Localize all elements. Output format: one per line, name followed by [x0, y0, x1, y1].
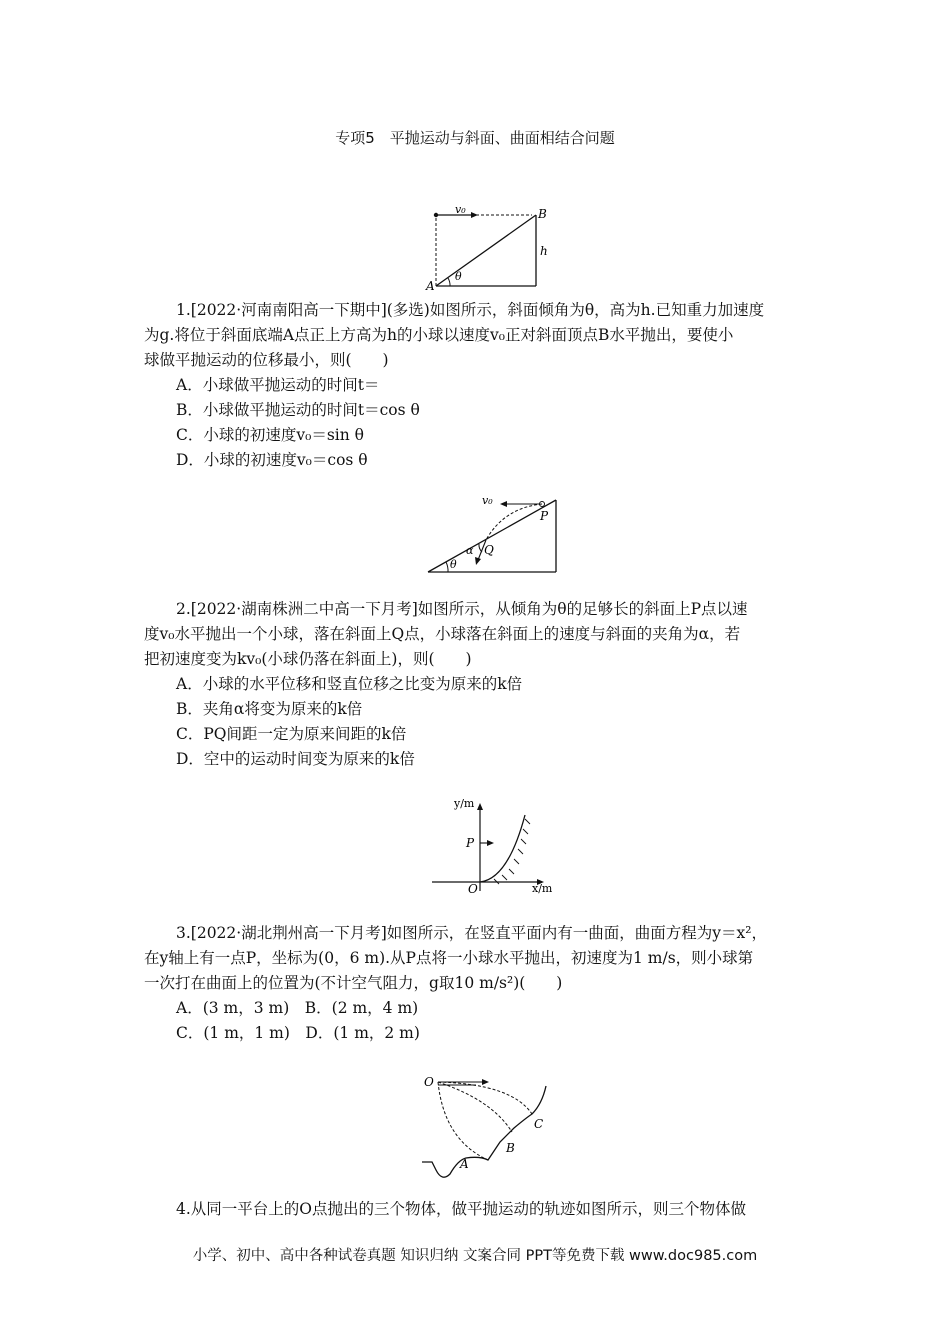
x-axis-label: x/m: [532, 882, 553, 895]
figure-1-incline: [420, 200, 560, 292]
point-P-label: P: [540, 509, 549, 523]
q1-option-c: C．小球的初速度v₀＝sin θ: [176, 426, 364, 444]
q2-option-c: C．PQ间距一定为原来间距的k倍: [176, 725, 407, 743]
alpha-label: α: [466, 544, 474, 557]
q3-stem-line3: 一次打在曲面上的位置为(不计空气阻力，g取10 m/s²)( ): [144, 974, 563, 992]
figure-4-trajectories: [422, 1070, 562, 1182]
q2-option-a: A．小球的水平位移和竖直位移之比变为原来的k倍: [176, 675, 523, 693]
q2-option-d: D．空中的运动时间变为原来的k倍: [176, 750, 415, 768]
h-label: h: [540, 244, 548, 258]
point-Q-label: Q: [484, 543, 494, 557]
q2-stem-line2: 度v₀水平抛出一个小球，落在斜面上Q点，小球落在斜面上的速度与斜面的夹角为α，若: [144, 625, 741, 643]
q1-option-a: A．小球做平抛运动的时间t＝: [176, 376, 380, 394]
figure-2-incline: [424, 494, 564, 578]
point-C-label: C: [534, 1117, 544, 1131]
theta-label: θ: [450, 558, 457, 571]
point-B-label: B: [506, 1141, 515, 1155]
figure-3-curve: [428, 795, 568, 895]
q3-options-row2: C．(1 m，1 m) D．(1 m，2 m): [176, 1024, 420, 1042]
q1-stem-line3: 球做平抛运动的位移最小，则( ): [144, 351, 389, 369]
point-A-label: A: [460, 1157, 469, 1171]
q2-stem-line1: 2.[2022·湖南株洲二中高一下月考]如图所示，从倾角为θ的足够长的斜面上P点以速: [176, 600, 748, 618]
q2-stem-line3: 把初速度变为kv₀(小球仍落在斜面上)，则( ): [144, 650, 472, 668]
v0-label: v₀: [455, 203, 466, 216]
q3-stem-line1: 3.[2022·湖北荆州高一下月考]如图所示，在竖直平面内有一曲面，曲面方程为y＝x²，: [176, 924, 767, 942]
origin-O-label: O: [468, 882, 478, 895]
q3-stem-line2: 在y轴上有一点P，坐标为(0，6 m).从P点将一小球水平抛出，初速度为1 m/s，则小球第: [144, 949, 754, 967]
q1-stem-line2: 为g.将位于斜面底端A点正上方高为h的小球以速度v₀正对斜面顶点B水平抛出，要使小: [144, 326, 734, 344]
y-axis-label: y/m: [454, 797, 475, 810]
q2-option-b: B．夹角α将变为原来的k倍: [176, 700, 363, 718]
footer-ad: 小学、初中、高中各种试卷真题 知识归纳 文案合同 PPT等免费下载 www.doc985.com: [192, 1248, 758, 1264]
q4-stem-line1: 4.从同一平台上的O点抛出的三个物体，做平抛运动的轨迹如图所示，则三个物体做: [176, 1200, 746, 1218]
theta-label: θ: [455, 270, 462, 283]
q1-option-b: B．小球做平抛运动的时间t＝cos θ: [176, 401, 420, 419]
q1-option-d: D．小球的初速度v₀＝cos θ: [176, 451, 368, 469]
point-P-label: P: [466, 836, 475, 850]
point-A-label: A: [426, 279, 435, 292]
v0-label: v₀: [482, 494, 493, 507]
point-B-label: B: [538, 207, 547, 221]
page-title: 专项5 平抛运动与斜面、曲面相结合问题: [335, 129, 615, 147]
point-O-label: O: [424, 1075, 434, 1089]
q3-options-row1: A．(3 m，3 m) B．(2 m，4 m): [176, 999, 419, 1017]
q1-stem-line1: 1.[2022·河南南阳高一下期中](多选)如图所示，斜面倾角为θ，高为h.已知重力加速度: [176, 301, 765, 319]
